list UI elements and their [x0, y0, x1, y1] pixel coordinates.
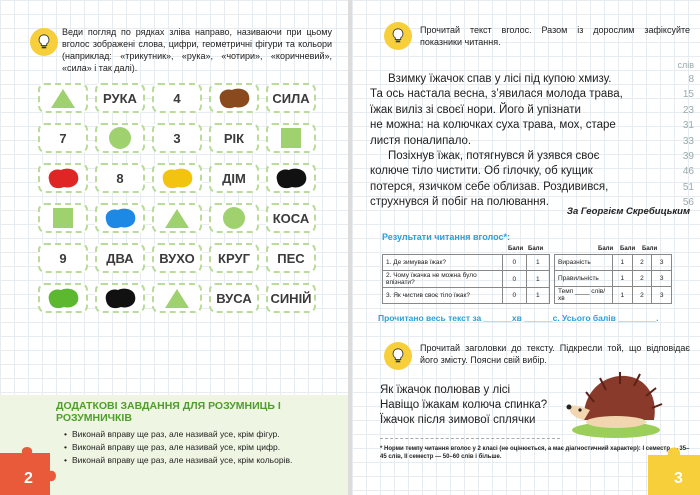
question-cell: 1. Де зимував їжак?	[383, 255, 503, 271]
questions-table	[382, 254, 550, 304]
grid-cell-color-blot-icon	[95, 203, 145, 233]
score-cell[interactable]: 2	[632, 271, 652, 287]
grid-cell-circle-icon	[95, 123, 145, 153]
score-cell[interactable]: 3	[652, 287, 672, 304]
grid-cell-word: ПЕС	[266, 243, 316, 273]
hedgehog-illustration-icon	[564, 362, 664, 442]
score-cell[interactable]: 2	[632, 255, 652, 271]
grid-cell-color-blot-icon	[95, 283, 145, 313]
text-line: Та ось настала весна, з’явилася молода трава,	[370, 88, 623, 101]
grid-cell-square-icon	[266, 123, 316, 153]
score-cell[interactable]: 1	[526, 288, 550, 304]
word-count: 8	[688, 74, 694, 85]
page-number: 3	[674, 470, 683, 487]
list-item: • Виконай вправу ще раз, але називай усе, крім цифр.	[64, 441, 334, 454]
score-cell[interactable]: 0	[503, 288, 527, 304]
grid-cell-color-blot-icon	[266, 163, 316, 193]
right-page	[352, 0, 700, 495]
question-cell: 2. Чому їжачка не можна було впізнати?	[383, 271, 503, 288]
grid-cell-word: РУКА	[95, 83, 145, 113]
grid-cell-triangle-icon	[38, 83, 88, 113]
whole-text-time[interactable]: Прочитано весь текст за ______хв ______с. Усього балів ________.	[378, 313, 659, 323]
words-column-label: слів	[677, 60, 694, 70]
text-line: потерся, язичком себе облизав. Роздивився,	[370, 180, 609, 193]
instruction-text: Веди погляд по рядках зліва направо, називаючи при цьому вголос зображені слова, цифри, геометричні фігури та кольори (наприклад: «трикутник», «рука», «чотири», «коричневий», «сила» і так далі).	[62, 27, 332, 73]
score-cell[interactable]: 1	[613, 271, 633, 287]
word-count: 15	[682, 89, 694, 101]
extra-tasks-list	[64, 428, 334, 467]
score-cell[interactable]: 0	[503, 255, 527, 271]
grid-cell-word: КРУГ	[209, 243, 259, 273]
grid-cell-word: СИНІЙ	[266, 283, 316, 313]
puzzle-piece-icon	[0, 445, 70, 495]
word-count: 56	[682, 197, 694, 209]
score-cell[interactable]: 3	[652, 255, 672, 271]
text-line: струхнувся й побіг на полювання.	[370, 196, 549, 209]
grid-cell-word: ВУСА	[209, 283, 259, 313]
score-cell[interactable]: 2	[632, 287, 652, 304]
score-cell[interactable]: 1	[613, 287, 633, 304]
word-count: 23	[682, 104, 694, 116]
grid-cell-word: 9	[38, 243, 88, 273]
grid-cell-word: 4	[152, 83, 202, 113]
extra-tasks-title: ДОДАТКОВІ ЗАВДАННЯ ДЛЯ РОЗУМНИЦЬ І РОЗУМНИЧКІВ	[56, 400, 281, 424]
grid-cell-triangle-icon	[152, 283, 202, 313]
grid-cell-word: КОСА	[266, 203, 316, 233]
text-line: їжак виліз зі своєї нори. Його й упізнати	[370, 103, 581, 116]
list-item: • Виконай вправу ще раз, але називай усе, крім фігур.	[64, 428, 334, 441]
grid-cell-word: 3	[152, 123, 202, 153]
balls-header: Бали	[508, 246, 524, 252]
author-credit: За Георгієм Скребицьким	[566, 206, 690, 217]
page-number: 2	[24, 470, 33, 487]
criteria-table	[554, 254, 672, 304]
lightbulb-icon	[30, 28, 58, 56]
left-page	[0, 0, 348, 495]
score-cell[interactable]: 1	[526, 255, 550, 271]
grid-cell-word: 8	[95, 163, 145, 193]
score-cell[interactable]: 0	[503, 271, 527, 288]
text-line: Позіхнув їжак, потягнувся й узявся своє	[388, 150, 600, 163]
grid-cell-color-blot-icon	[209, 83, 259, 113]
criterion-cell: Виразність	[555, 255, 613, 271]
title-options	[380, 383, 547, 428]
grid-cell-color-blot-icon	[152, 163, 202, 193]
grid-cell-word: ВУХО	[152, 243, 202, 273]
grid-cell-color-blot-icon	[38, 283, 88, 313]
title-option[interactable]: Навіщо їжакам колюча спинка?	[380, 399, 548, 411]
score-cell[interactable]: 3	[652, 271, 672, 287]
question-cell: 3. Як чистив своє тіло їжак?	[383, 288, 503, 304]
grid-cell-word: 7	[38, 123, 88, 153]
table-row	[555, 255, 672, 271]
word-count: 31	[682, 120, 694, 132]
grid-cell-word: СИЛА	[266, 83, 316, 113]
grid-cell-color-blot-icon	[38, 163, 88, 193]
balls-header: Бали	[598, 246, 614, 252]
criterion-cell: Темп ____ слів/хв	[555, 287, 613, 304]
word-count: 51	[682, 181, 694, 193]
word-count: 33	[682, 135, 694, 147]
task2-instruction: Прочитай заголовки до тексту. Підкресли той, що відповідає його змісту. Поясни свій вибір.	[420, 343, 690, 365]
balls-header: Бали	[528, 246, 544, 252]
table-row	[555, 271, 672, 287]
text-line: листя поналипало.	[370, 134, 472, 147]
table-row	[555, 287, 672, 304]
balls-header: Бали	[620, 246, 636, 252]
text-line: колюче тіло чистити. Об гілочку, об кущик	[370, 165, 593, 178]
footnote-divider	[380, 438, 560, 439]
grid-cell-word: РІК	[209, 123, 259, 153]
lightbulb-icon	[384, 22, 412, 50]
grid-cell-word: ДІМ	[209, 163, 259, 193]
balls-header: Бали	[642, 246, 658, 252]
footnote: * Норми темпу читання вголос у 2 класі (не оцінюється, а має діагностичний характер): І семестр — 35–45 слів, ІІ семестр — 50–60 слів і більше.	[380, 446, 690, 460]
score-cell[interactable]: 1	[613, 255, 633, 271]
lightbulb-icon	[384, 342, 412, 370]
word-count: 46	[682, 166, 694, 178]
grid-cell-triangle-icon	[152, 203, 202, 233]
text-line: Взимку їжачок спав у лісі під купою хмизу.	[388, 73, 612, 85]
table-row	[383, 288, 550, 304]
text-line: не можна: на колючках суха трава, мох, старе	[370, 119, 616, 132]
table-row	[383, 255, 550, 271]
instruction-text: Прочитай текст вголос. Разом із дорослим зафіксуйте показники читання.	[420, 25, 690, 47]
title-option[interactable]: Їжачок після зимової сплячки	[380, 414, 536, 426]
list-item: • Виконай вправу ще раз, але називай усе, крім кольорів.	[64, 454, 334, 467]
results-title: Результати читання вголос*:	[382, 232, 510, 242]
word-count: 39	[682, 151, 694, 163]
grid-cell-circle-icon	[209, 203, 259, 233]
score-cell[interactable]: 1	[526, 271, 550, 288]
grid-cell-word: ДВА	[95, 243, 145, 273]
table-row	[383, 271, 550, 288]
grid-cell-square-icon	[38, 203, 88, 233]
criterion-cell: Правильність	[555, 271, 613, 287]
title-option[interactable]: Як їжачок полював у лісі	[380, 384, 511, 396]
word-counts	[664, 72, 694, 211]
reading-text	[370, 72, 648, 211]
